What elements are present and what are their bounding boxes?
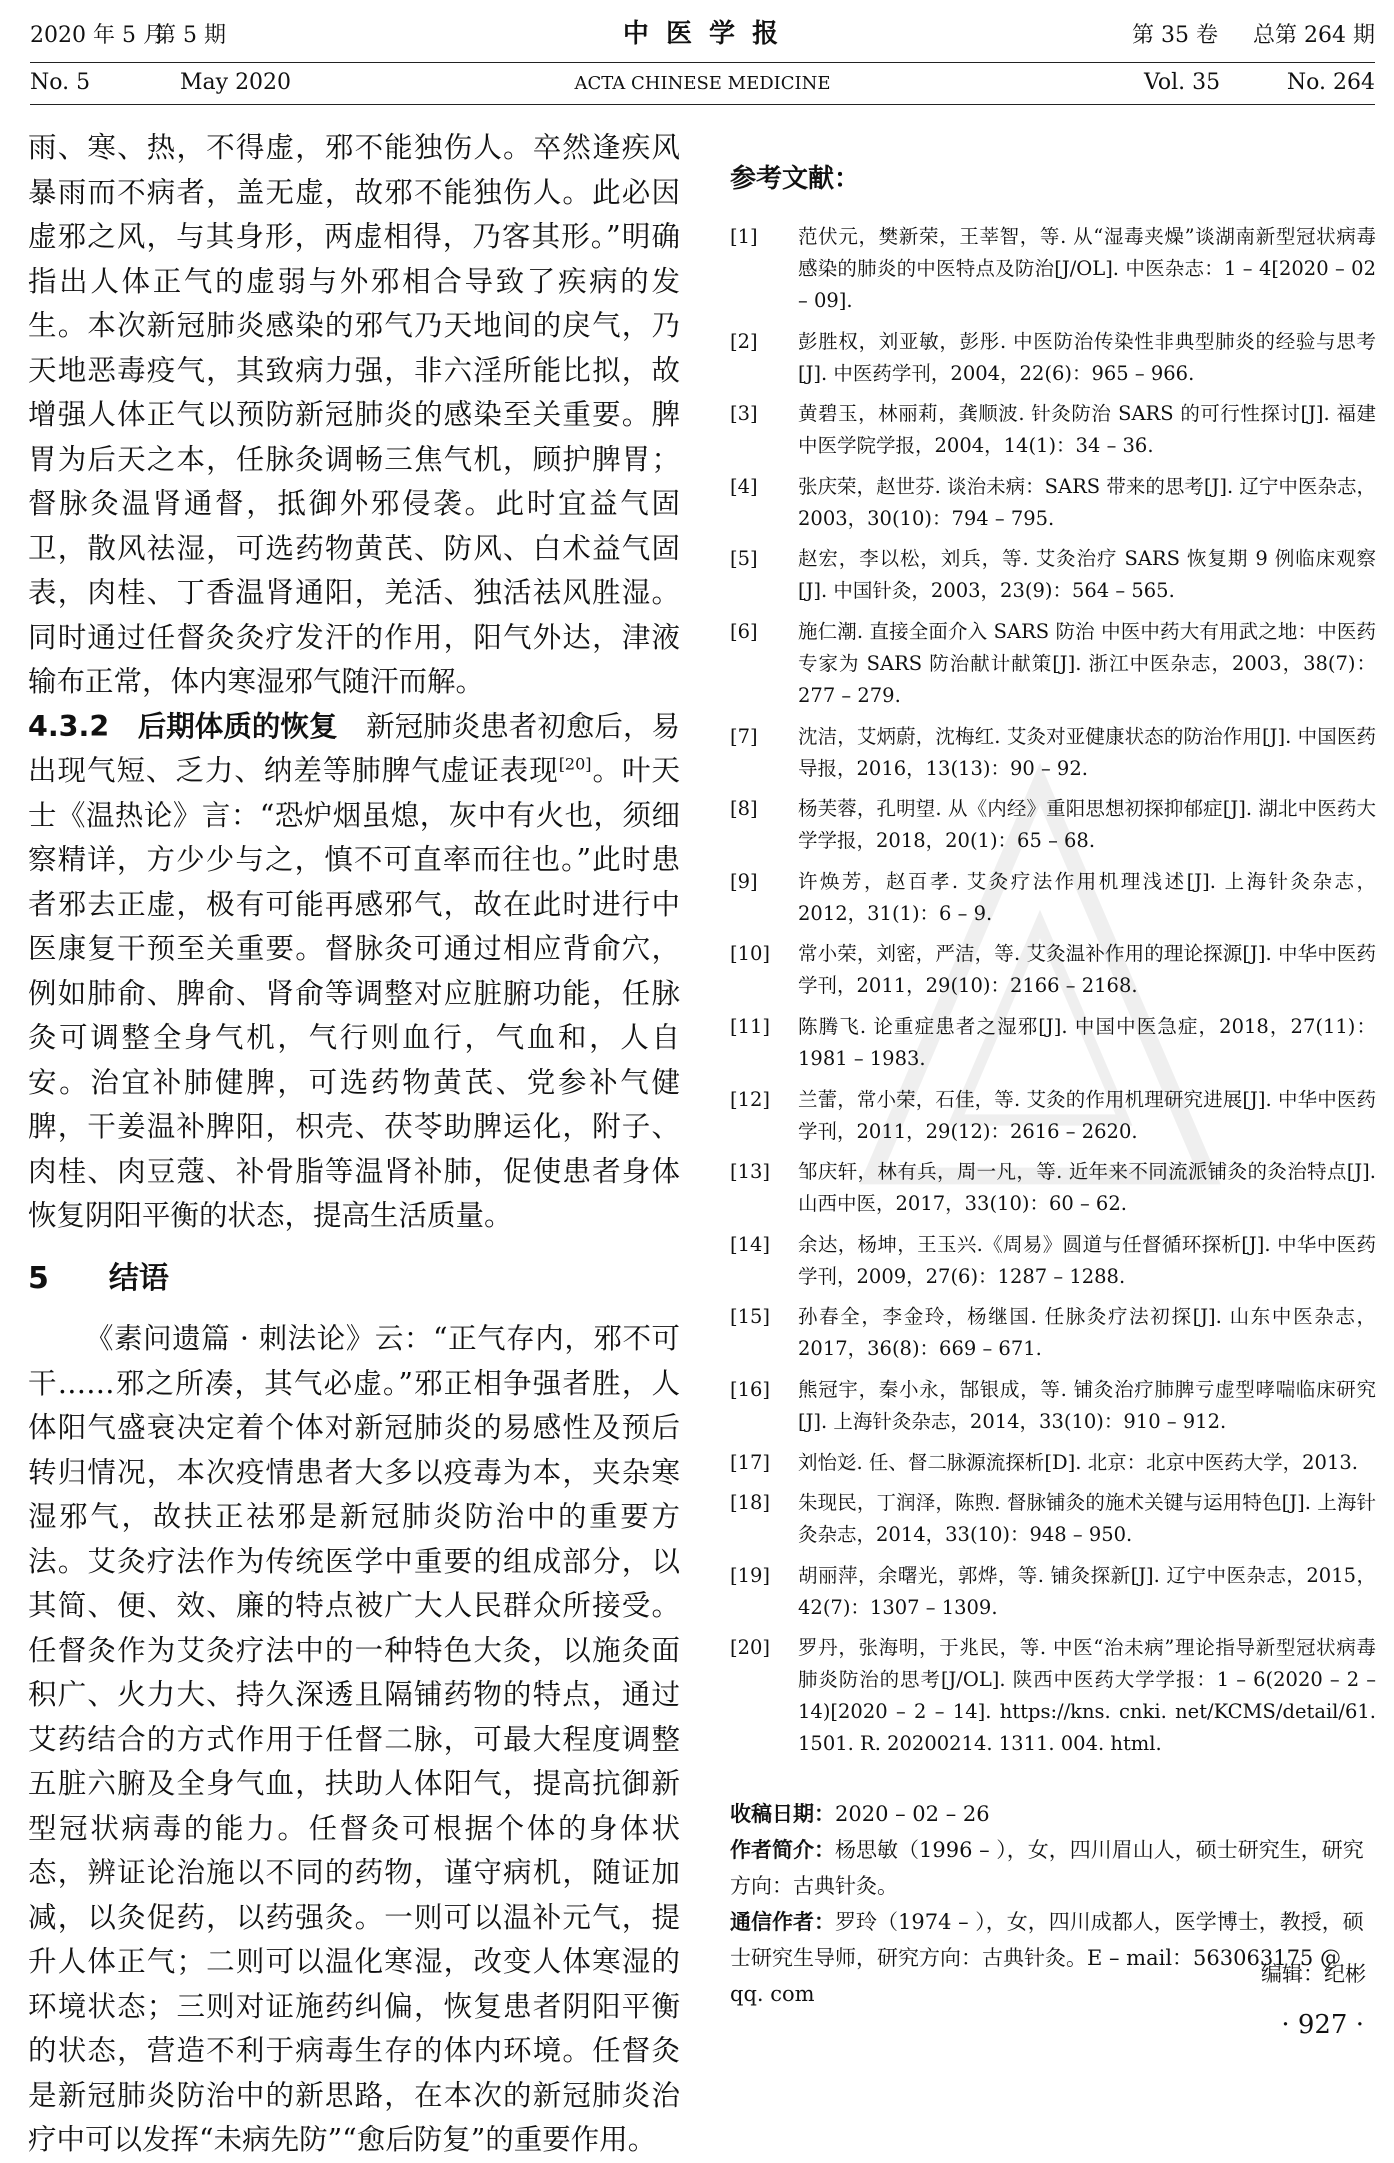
reference-item bbox=[730, 1301, 1376, 1365]
reference-number: [16] bbox=[730, 1377, 771, 1401]
reference-text: 陈腾飞. 论重症患者之湿邪[J]. 中国中医急症，2018，27(11)：1981 – 1983. bbox=[798, 1014, 1376, 1070]
reference-text: 赵宏，李以松，刘兵，等. 艾灸治疗 SARS 恢复期 9 例临床观察[J]. 中国针灸，2003，23(9)：564 – 565. bbox=[798, 547, 1376, 603]
reference-number: [2] bbox=[730, 329, 758, 353]
reference-number: [3] bbox=[730, 402, 758, 426]
corresponding-author: 通信作者：罗玲（1974 – ），女，四川成都人，医学博士，教授，硕士研究生导师，研究方向：古典针灸。E – mail：563063175 @ qq. com bbox=[730, 1910, 1364, 2006]
reference-text: 张庆荣，赵世芬. 谈治未病：SARS 带来的思考[J]. 辽宁中医杂志，2003，30(10)：794 – 795. bbox=[798, 474, 1376, 530]
reference-number: [10] bbox=[730, 942, 771, 966]
reference-item bbox=[730, 1374, 1376, 1438]
article-body-left bbox=[28, 126, 680, 2163]
reference-item bbox=[730, 1011, 1376, 1075]
citation-marker: [20] bbox=[558, 754, 592, 774]
reference-text: 黄碧玉，林丽莉，龚顺波. 针灸防治 SARS 的可行性探讨[J]. 福建中医学院学报，2004，14(1)：34 – 36. bbox=[798, 402, 1376, 458]
reference-number: [8] bbox=[730, 797, 758, 821]
reference-number: [4] bbox=[730, 474, 758, 498]
header-journal-cn: 中 医 学 报 bbox=[622, 19, 783, 49]
reference-text: 范伏元，樊新荣，王莘智，等. 从“湿毒夹燥”谈湖南新型冠状病毒感染的肺炎的中医特点及防治[J/OL]. 中医杂志：1 – 4[2020 – 02 – 09]. bbox=[798, 225, 1376, 312]
header-divider-thin bbox=[30, 62, 1375, 63]
reference-item bbox=[730, 1156, 1376, 1220]
reference-text: 熊冠宇，秦小永，郜银成，等. 铺灸治疗肺脾亏虚型哮喘临床研究[J]. 上海针灸杂志，2014，33(10)：910 – 912. bbox=[798, 1377, 1376, 1433]
header-volume-cn: 第 35 卷 bbox=[1132, 23, 1218, 48]
reference-item bbox=[730, 398, 1376, 462]
reference-item bbox=[730, 793, 1376, 857]
reference-number: [14] bbox=[730, 1232, 771, 1256]
header-total-cn: 总第 264 期 bbox=[1253, 23, 1375, 48]
reference-item bbox=[730, 938, 1376, 1002]
reference-item bbox=[730, 1229, 1376, 1293]
page-number: · 927 · bbox=[1281, 2010, 1364, 2040]
reference-text: 罗丹，张海明，于兆民，等. 中医“治未病”理论指导新型冠状病毒肺炎防治的思考[J/OL]. 陕西中医药大学学报：1 – 6(2020 – 2 – 14)[2020 – 2 – 14]. https://kns. cnki. net/KCMS/detail/61. 1501. R. 20200214. 1311. 004. html. bbox=[798, 1636, 1376, 1756]
reference-number: [12] bbox=[730, 1087, 771, 1111]
header-divider bbox=[30, 104, 1375, 105]
reference-item bbox=[730, 1447, 1376, 1479]
header-no-en: No. 5 bbox=[30, 70, 91, 95]
reference-number: [9] bbox=[730, 869, 758, 893]
editor-note: 编辑：纪彬 bbox=[1261, 1962, 1366, 1986]
reference-item bbox=[730, 1632, 1376, 1760]
journal-header bbox=[30, 19, 1375, 107]
reference-number: [15] bbox=[730, 1305, 771, 1329]
reference-text: 沈洁，艾炳蔚，沈梅红. 艾灸对亚健康状态的防治作用[J]. 中国医药导报，2016，13(13)：90 – 92. bbox=[798, 724, 1376, 780]
reference-number: [18] bbox=[730, 1491, 771, 1515]
reference-number: [6] bbox=[730, 619, 758, 643]
reference-item bbox=[730, 221, 1376, 317]
reference-number: [17] bbox=[730, 1450, 771, 1474]
references-title: 参考文献： bbox=[730, 164, 861, 194]
reference-item bbox=[730, 1560, 1376, 1624]
reference-text: 杨芙蓉，孔明望. 从《内经》重阳思想初探抑郁症[J]. 湖北中医药大学学报，2018，20(1)：65 – 68. bbox=[798, 797, 1376, 853]
reference-number: [1] bbox=[730, 225, 758, 248]
header-vol-en: Vol. 35 bbox=[1144, 70, 1221, 95]
reference-item bbox=[730, 1487, 1376, 1551]
reference-item bbox=[730, 471, 1376, 535]
reference-item bbox=[730, 616, 1376, 712]
reference-text: 常小荣，刘密，严洁，等. 艾灸温补作用的理论探源[J]. 中华中医药学刊，2011，29(10)：2166 – 2168. bbox=[798, 942, 1376, 998]
references-list bbox=[730, 221, 1376, 1760]
references-section bbox=[730, 158, 1376, 1769]
reference-number: [7] bbox=[730, 724, 758, 748]
reference-text: 刘怡彣. 任、督二脉源流探析[D]. 北京：北京中医药大学，2013. bbox=[798, 1450, 1358, 1474]
reference-text: 兰蕾，常小荣，石佳，等. 艾灸的作用机理研究进展[J]. 中华中医药学刊，2011，29(12)：2616 – 2620. bbox=[798, 1087, 1376, 1143]
received-date: 收稿日期：2020 – 02 – 26 bbox=[730, 1802, 990, 1826]
header-total-en: No. 264 bbox=[1286, 70, 1375, 95]
header-date-en: May 2020 bbox=[180, 70, 292, 95]
reference-number: [11] bbox=[730, 1014, 771, 1038]
body-paragraph: 雨、寒、热，不得虚，邪不能独伤人。卒然逢疾风暴雨而不病者，盖无虚，故邪不能独伤人。此必因虚邪之风，与其身形，两虚相得，乃客其形。”明确指出人体正气的虚弱与外邪相合导致了疾病的发生。本次新冠肺炎感染的邪气乃天地间的戾气，乃天地恶毒疫气，其致病力强，非六淫所能比拟，故增强人体正气以预防新冠肺炎的感染至关重要。脾胃为后天之本，任脉灸调畅三焦气机，顾护脾胃；督脉灸温肾通督，抵御外邪侵袭。此时宜益气固卫，散风祛湿，可选药物黄芪、防风、白术益气固表，肉桂、丁香温肾通阳，羌活、独活祛风胜湿。同时通过任督灸灸疗发汗的作用，阳气外达，津液输布正常，体内寒湿邪气随汗而解。 bbox=[28, 131, 680, 698]
reference-item bbox=[730, 543, 1376, 607]
reference-item bbox=[730, 1084, 1376, 1148]
reference-text: 胡丽萍，余曙光，郭烨，等. 铺灸探新[J]. 辽宁中医杂志，2015，42(7)：1307 – 1309. bbox=[798, 1563, 1376, 1619]
header-journal-en: ACTA CHINESE MEDICINE bbox=[574, 73, 831, 94]
reference-number: [19] bbox=[730, 1563, 771, 1587]
section-heading-conclusion: 5 结语 bbox=[28, 1260, 169, 1296]
reference-text: 孙春全，李金玲，杨继国. 任脉灸疗法初探[J]. 山东中医杂志，2017，36(8)：669 – 671. bbox=[798, 1305, 1376, 1361]
reference-number: [13] bbox=[730, 1160, 771, 1184]
reference-text: 施仁潮. 直接全面介入 SARS 防治 中医中药大有用武之地：中医药专家为 SARS 防治献计献策[J]. 浙江中医杂志，2003，38(7)：277 – 279. bbox=[798, 619, 1376, 707]
reference-text: 朱现民，丁润泽，陈煦. 督脉铺灸的施术关键与运用特色[J]. 上海针灸杂志，2014，33(10)：948 – 950. bbox=[798, 1491, 1376, 1547]
reference-text: 彭胜权，刘亚敏，彭彤. 中医防治传染性非典型肺炎的经验与思考[J]. 中医药学刊，2004，22(6)：965 – 966. bbox=[798, 329, 1376, 385]
reference-text: 邹庆轩，林有兵，周一凡，等. 近年来不同流派铺灸的灸治特点[J]. 山西中医，2017，33(10)：60 – 62. bbox=[798, 1160, 1376, 1216]
reference-number: [20] bbox=[730, 1636, 771, 1660]
reference-item bbox=[730, 721, 1376, 785]
reference-item bbox=[730, 326, 1376, 390]
header-issue-cn: 第 5 期 bbox=[154, 23, 226, 48]
author-bio: 作者简介：杨思敏（1996 – ），女，四川眉山人，硕士研究生，研究方向：古典针灸。 bbox=[730, 1838, 1364, 1898]
reference-text: 许焕芳，赵百孝. 艾灸疗法作用机理浅述[J]. 上海针灸杂志，2012，31(1)：6 – 9. bbox=[798, 869, 1376, 925]
reference-item bbox=[730, 866, 1376, 930]
reference-text: 余达，杨坤，王玉兴.《周易》圆道与任督循环探析[J]. 中华中医药学刊，2009，27(6)：1287 – 1288. bbox=[798, 1232, 1376, 1288]
subsection-heading: 4.3.2 后期体质的恢复 bbox=[28, 709, 338, 743]
reference-number: [5] bbox=[730, 547, 758, 571]
header-date-cn: 2020 年 5 月 bbox=[30, 23, 165, 48]
body-paragraph-recovery: 4.3.2 后期体质的恢复 新冠肺炎患者初愈后，易出现气短、乏力、纳差等肺脾气虚证表现[20]。叶天士《温热论》言：“恐炉烟虽熄，灰中有火也，须细察精详，方少少与之，慎不可直率而往也。”此时患者邪去正虚，极有可能再感邪气，故在此时进行中医康复干预至关重要。督脉灸可通过相应背俞穴，例如肺俞、脾俞、肾俞等调整对应脏腑功能，任脉灸可调整全身气机，气行则血行，气血和，人自安。治宜补肺健脾，可选药物黄芪、党参补气健脾，干姜温补脾阳，枳壳、茯苓助脾运化，附子、肉桂、肉豆蔻、补骨脂等温肾补肺，促使患者身体恢复阴阳平衡的状态，提高生活质量。 bbox=[28, 709, 680, 1232]
body-paragraph-conclusion: 《素问遗篇 · 刺法论》云：“正气存内，邪不可干……邪之所凑，其气必虚。”邪正相争强者胜，人体阳气盛衰决定着个体对新冠肺炎的易感性及预后转归情况，本次疫情患者大多以疫毒为本，夹杂寒湿邪气，故扶正祛邪是新冠肺炎防治中的重要方法。艾灸疗法作为传统医学中重要的组成部分，以其简、便、效、廉的特点被广大人民群众所接受。任督灸作为艾灸疗法中的一种特色大灸，以施灸面积广、火力大、持久深透且隔铺药物的特点，通过艾药结合的方式作用于任督二脉，可最大程度调整五脏六腑及全身气血，扶助人体阳气，提高抗御新型冠状病毒的能力。任督灸可根据个体的身体状态，辨证论治施以不同的药物，谨守病机，随证加减，以灸促药，以药强灸。一则可以温补元气，提升人体正气；二则可以温化寒湿，改变人体寒湿的环境状态；三则对证施药纠偏，恢复患者阴阳平衡的状态，营造不利于病毒生存的体内环境。任督灸是新冠肺炎防治中的新思路，在本次的新冠肺炎治疗中可以发挥“未病先防”“愈后防复”的重要作用。 bbox=[28, 1322, 680, 2156]
